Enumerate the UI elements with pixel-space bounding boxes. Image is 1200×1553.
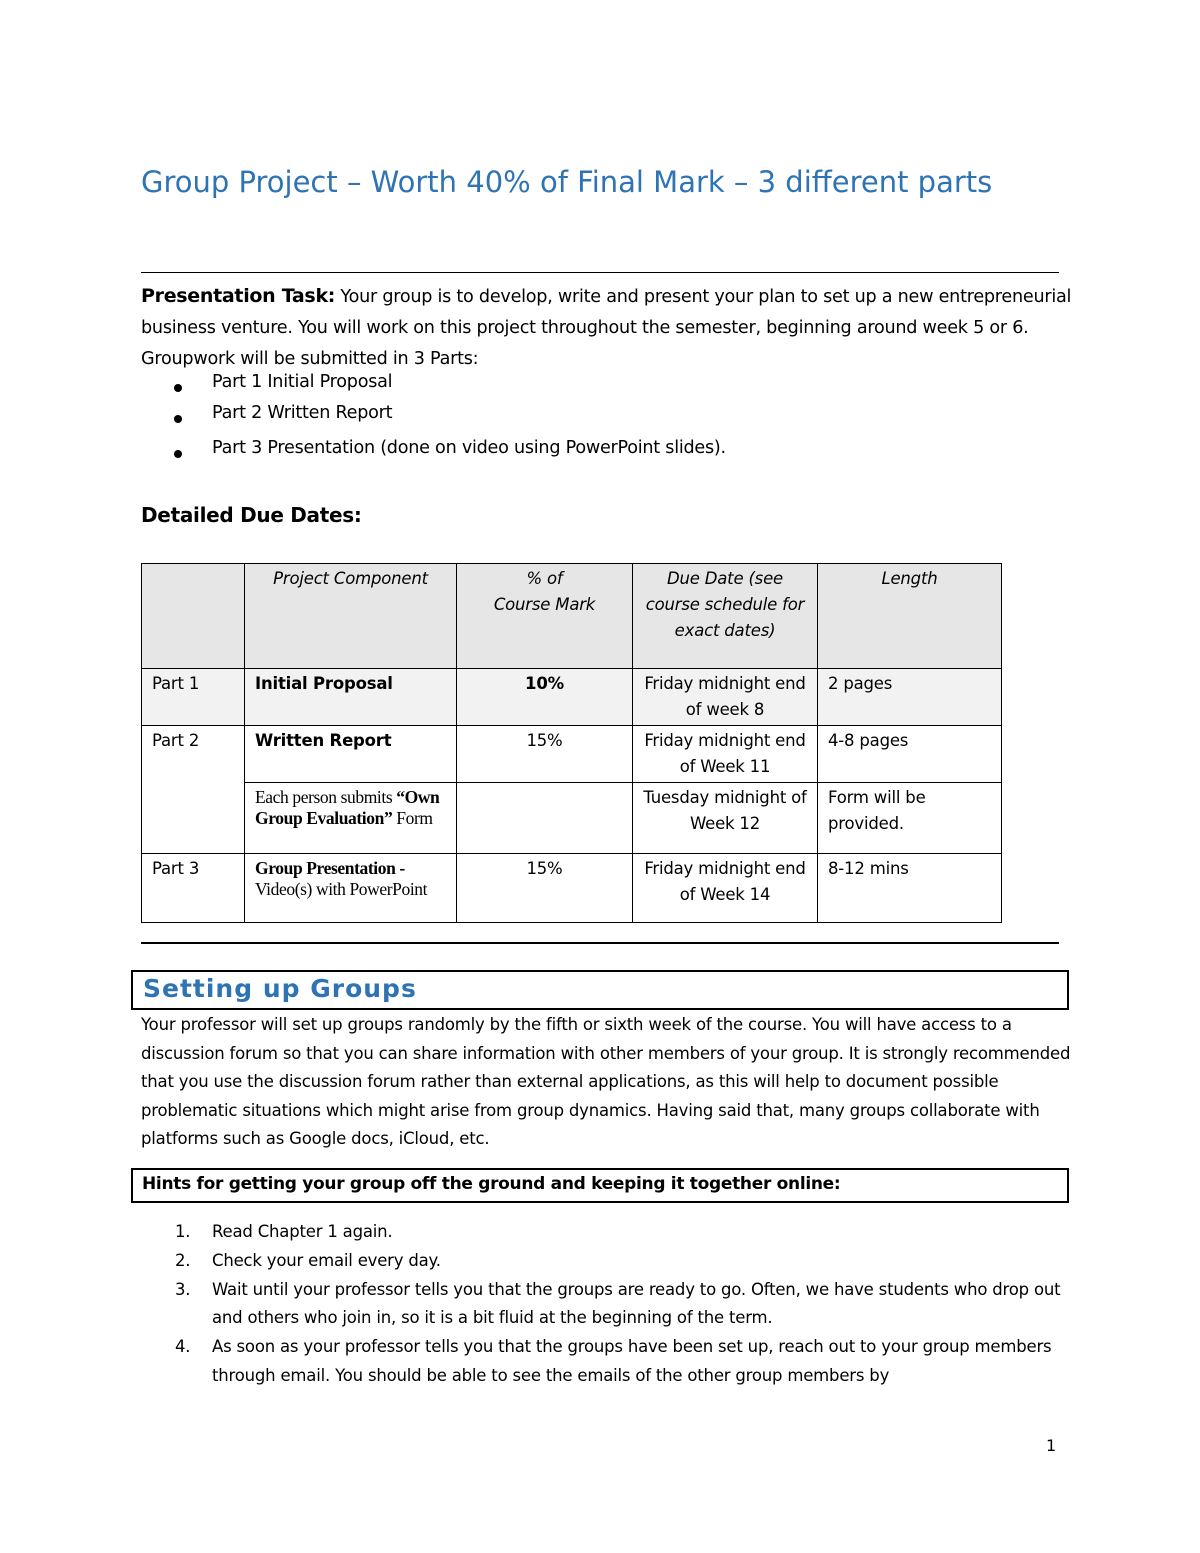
presentation-task-label: Presentation Task: — [141, 285, 336, 307]
list-item — [141, 1218, 1061, 1247]
component-post-text: Form — [392, 808, 433, 828]
bullet-icon — [174, 450, 182, 458]
part-1-text: Part 1 Initial Proposal — [212, 372, 393, 392]
bullet-icon — [174, 384, 182, 392]
percent-cell: 15% — [457, 726, 633, 783]
hints-box — [131, 1168, 1069, 1203]
part-cell: Part 1 — [142, 669, 245, 726]
header-cell-component: Project Component — [245, 564, 457, 669]
table-row — [142, 783, 1002, 854]
length-cell: Form will be provided. — [818, 783, 1002, 854]
hint-text: Wait until your professor tells you that the groups are ready to go. Often, we have students who drop out and others who join in, so it is a bit fluid at the beginning of the term. — [212, 1279, 1061, 1328]
setting-up-groups-paragraph: Your professor will set up groups randomly by the fifth or sixth week of the course. You will have access to a discussion forum so that you can share information with other members of your group. It is strongly recommended that you use the discussion forum rather than external applications, as this will help to document possible problematic situations which might arise from group dynamics. Having said that, many groups collaborate with platforms such as Google docs, iCloud, etc. — [141, 1015, 1071, 1148]
due-cell: Tuesday midnight of Week 12 — [633, 783, 818, 854]
component-bold-text: Group Presentation - — [255, 858, 405, 878]
due-cell: Friday midnight end of Week 11 — [633, 726, 818, 783]
list-item — [141, 1276, 1061, 1334]
part-2-text: Part 2 Written Report — [212, 403, 393, 423]
setting-up-groups-box — [131, 970, 1069, 1010]
component-cell — [245, 854, 457, 923]
part-cell: Part 2 — [142, 726, 245, 854]
hints-title: Hints for getting your group off the ground and keeping it together online: — [142, 1174, 841, 1194]
table-header-row — [142, 564, 1002, 669]
list-item — [141, 438, 726, 469]
bullet-icon — [174, 415, 182, 423]
due-cell: Friday midnight end of Week 14 — [633, 854, 818, 923]
parts-list — [141, 372, 726, 469]
header-cell-length: Length — [818, 564, 1002, 669]
due-dates-heading: Detailed Due Dates: — [141, 503, 362, 527]
list-item — [141, 1333, 1061, 1391]
header-percent-line2: Course Mark — [493, 595, 596, 614]
page-number: 1 — [1046, 1436, 1057, 1455]
part-3-text: Part 3 Presentation (done on video using PowerPoint slides). — [212, 438, 726, 458]
length-cell: 2 pages — [818, 669, 1002, 726]
header-cell-percent — [457, 564, 633, 669]
hint-text: Check your email every day. — [212, 1250, 441, 1270]
list-item — [141, 1247, 1061, 1276]
hints-list — [141, 1218, 1061, 1391]
hint-number: 1. — [175, 1222, 191, 1241]
hint-text: Read Chapter 1 again. — [212, 1222, 393, 1241]
due-cell: Friday midnight end of week 8 — [633, 669, 818, 726]
table-row — [142, 854, 1002, 923]
component-bold-text: “Own Group Evaluation” — [255, 787, 440, 828]
table-row — [142, 669, 1002, 726]
list-item — [141, 372, 726, 403]
header-cell-empty — [142, 564, 245, 669]
setting-up-groups-heading: Setting up Groups — [143, 974, 417, 1003]
presentation-task-text: Your group is to develop, write and present your plan to set up a new entrepreneurial business venture. You will work on this project throughout the semester, beginning around week 5 or 6. Groupwork will be submitted in 3 Parts: — [141, 287, 1072, 369]
percent-cell: 10% — [457, 669, 633, 726]
table-row — [142, 726, 1002, 783]
length-cell: 8-12 mins — [818, 854, 1002, 923]
length-cell: 4-8 pages — [818, 726, 1002, 783]
component-pre-text: Each person submits — [255, 787, 397, 807]
presentation-task-paragraph — [141, 281, 1081, 375]
header-cell-due-date: Due Date (see course schedule for exact dates) — [633, 564, 818, 669]
component-cell — [245, 783, 457, 854]
list-item — [141, 403, 726, 438]
component-cell: Written Report — [245, 726, 457, 783]
hint-number: 2. — [175, 1250, 191, 1270]
hint-number: 3. — [175, 1279, 191, 1299]
component-post-text: Video(s) with PowerPoint — [255, 879, 428, 899]
percent-cell — [457, 783, 633, 854]
percent-cell: 15% — [457, 854, 633, 923]
component-cell: Initial Proposal — [245, 669, 457, 726]
section-divider — [141, 942, 1059, 944]
header-percent-line1: % of — [526, 569, 563, 588]
part-cell: Part 3 — [142, 854, 245, 923]
title-divider — [141, 272, 1059, 273]
hint-number: 4. — [175, 1337, 191, 1357]
hint-text: As soon as your professor tells you that the groups have been set up, reach out to your group members through email. You should be able to see the emails of the other group members by — [212, 1337, 1052, 1385]
document-title: Group Project – Worth 40% of Final Mark – 3 different parts — [141, 165, 993, 199]
due-dates-table — [141, 563, 1002, 923]
